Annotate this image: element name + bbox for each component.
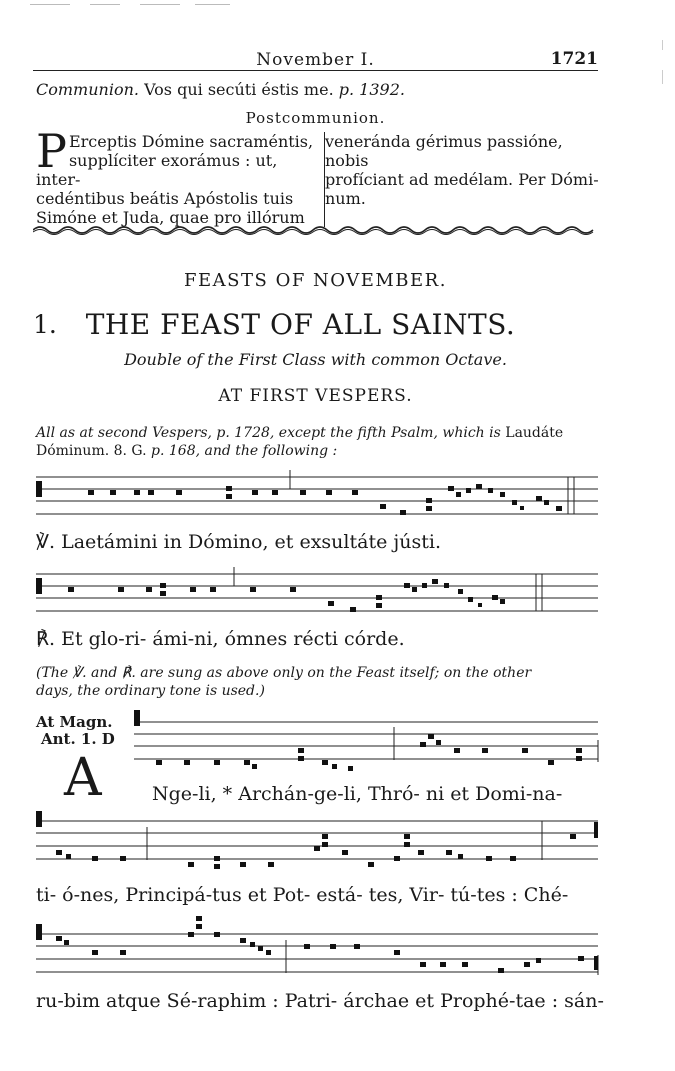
pc-right-line: veneránda gérimus passióne, nobis [325, 132, 563, 170]
section-heading: FEASTS OF NOVEMBER. [184, 270, 447, 291]
postcommunion-heading: Postcommunion. [245, 109, 386, 127]
postcommunion-left-column [36, 124, 325, 227]
communion-text: Vos qui secúti éstis me. [144, 80, 334, 99]
edge-mark [662, 70, 663, 84]
feast-title: THE FEAST OF ALL SAINTS. [85, 308, 516, 341]
page-number: 1721 [550, 49, 598, 69]
response-text: ℟. Et glo-ri- ámi-ni, ómnes récti córde. [36, 628, 405, 650]
antiphon-label-line: Ant. 1. D [41, 730, 115, 748]
antiphon-lyric-line: ru-bim atque Sé-raphim : Patri- árchae et Prophé-tae : sán- [36, 990, 604, 1012]
pc-right-line: profíciant ad medélam. Per Dómi- [325, 170, 599, 189]
header-title: November I. [256, 50, 375, 70]
pc-left-line: Simóne et Juda, quae pro illórum [36, 208, 305, 227]
communion-page-ref: p. 1392. [338, 80, 405, 99]
pc-left-line: cedéntibus beátis Apóstolis tuis [36, 189, 294, 208]
versicle-text: ℣. Laetámini in Dómino, et exsultáte jústi. [36, 531, 442, 553]
rubric-vespers [36, 424, 601, 460]
rubric-ordinary-tone [36, 664, 601, 700]
rubric-text: p. 168, and the following : [151, 443, 338, 459]
feast-number: 1. [33, 310, 57, 339]
pc-right-line: num. [325, 189, 366, 208]
pc-left-line: supplíciter exorámus : ut, inter- [36, 151, 278, 189]
antiphon-lyric-line: ti- ó-nes, Principá-tus et Pot- está- tes, Vir- tú-tes : Ché- [36, 884, 569, 906]
feast-title-block [33, 308, 598, 340]
communion-line [36, 80, 601, 100]
pc-left-line: Erceptis Dómine sacraméntis, [68, 132, 314, 151]
feast-rank: Double of the First Class with common Octave. [124, 350, 507, 369]
top-scan-marks [30, 2, 240, 8]
communion-label: Communion. [36, 80, 139, 99]
rubric-text: days, the ordinary tone is used.) [36, 683, 265, 699]
ornamental-divider [33, 224, 598, 236]
rubric-text: (The ℣. and ℟. are sung as above only on the Feast itself; on the other [36, 665, 532, 681]
postcommunion-right-column [325, 132, 601, 208]
antiphon-initial: A [64, 748, 102, 808]
antiphon-lyric-line: Nge-li, * Archán-ge-li, Thró- ni et Domi-na- [152, 783, 563, 805]
antiphon-label [36, 714, 115, 748]
rubric-text: All as at second Vespers, p. 1728, except the fifth Psalm, which is [36, 425, 506, 441]
antiphon-label-line: At Magn. [36, 713, 113, 731]
office-heading: AT FIRST VESPERS. [218, 386, 413, 406]
postcommunion-initial: P [36, 124, 67, 178]
running-header [33, 44, 598, 71]
edge-mark [662, 40, 663, 50]
rubric-text: Laudáte [505, 425, 564, 441]
rubric-text: Dóminum. 8. G. [36, 443, 152, 459]
